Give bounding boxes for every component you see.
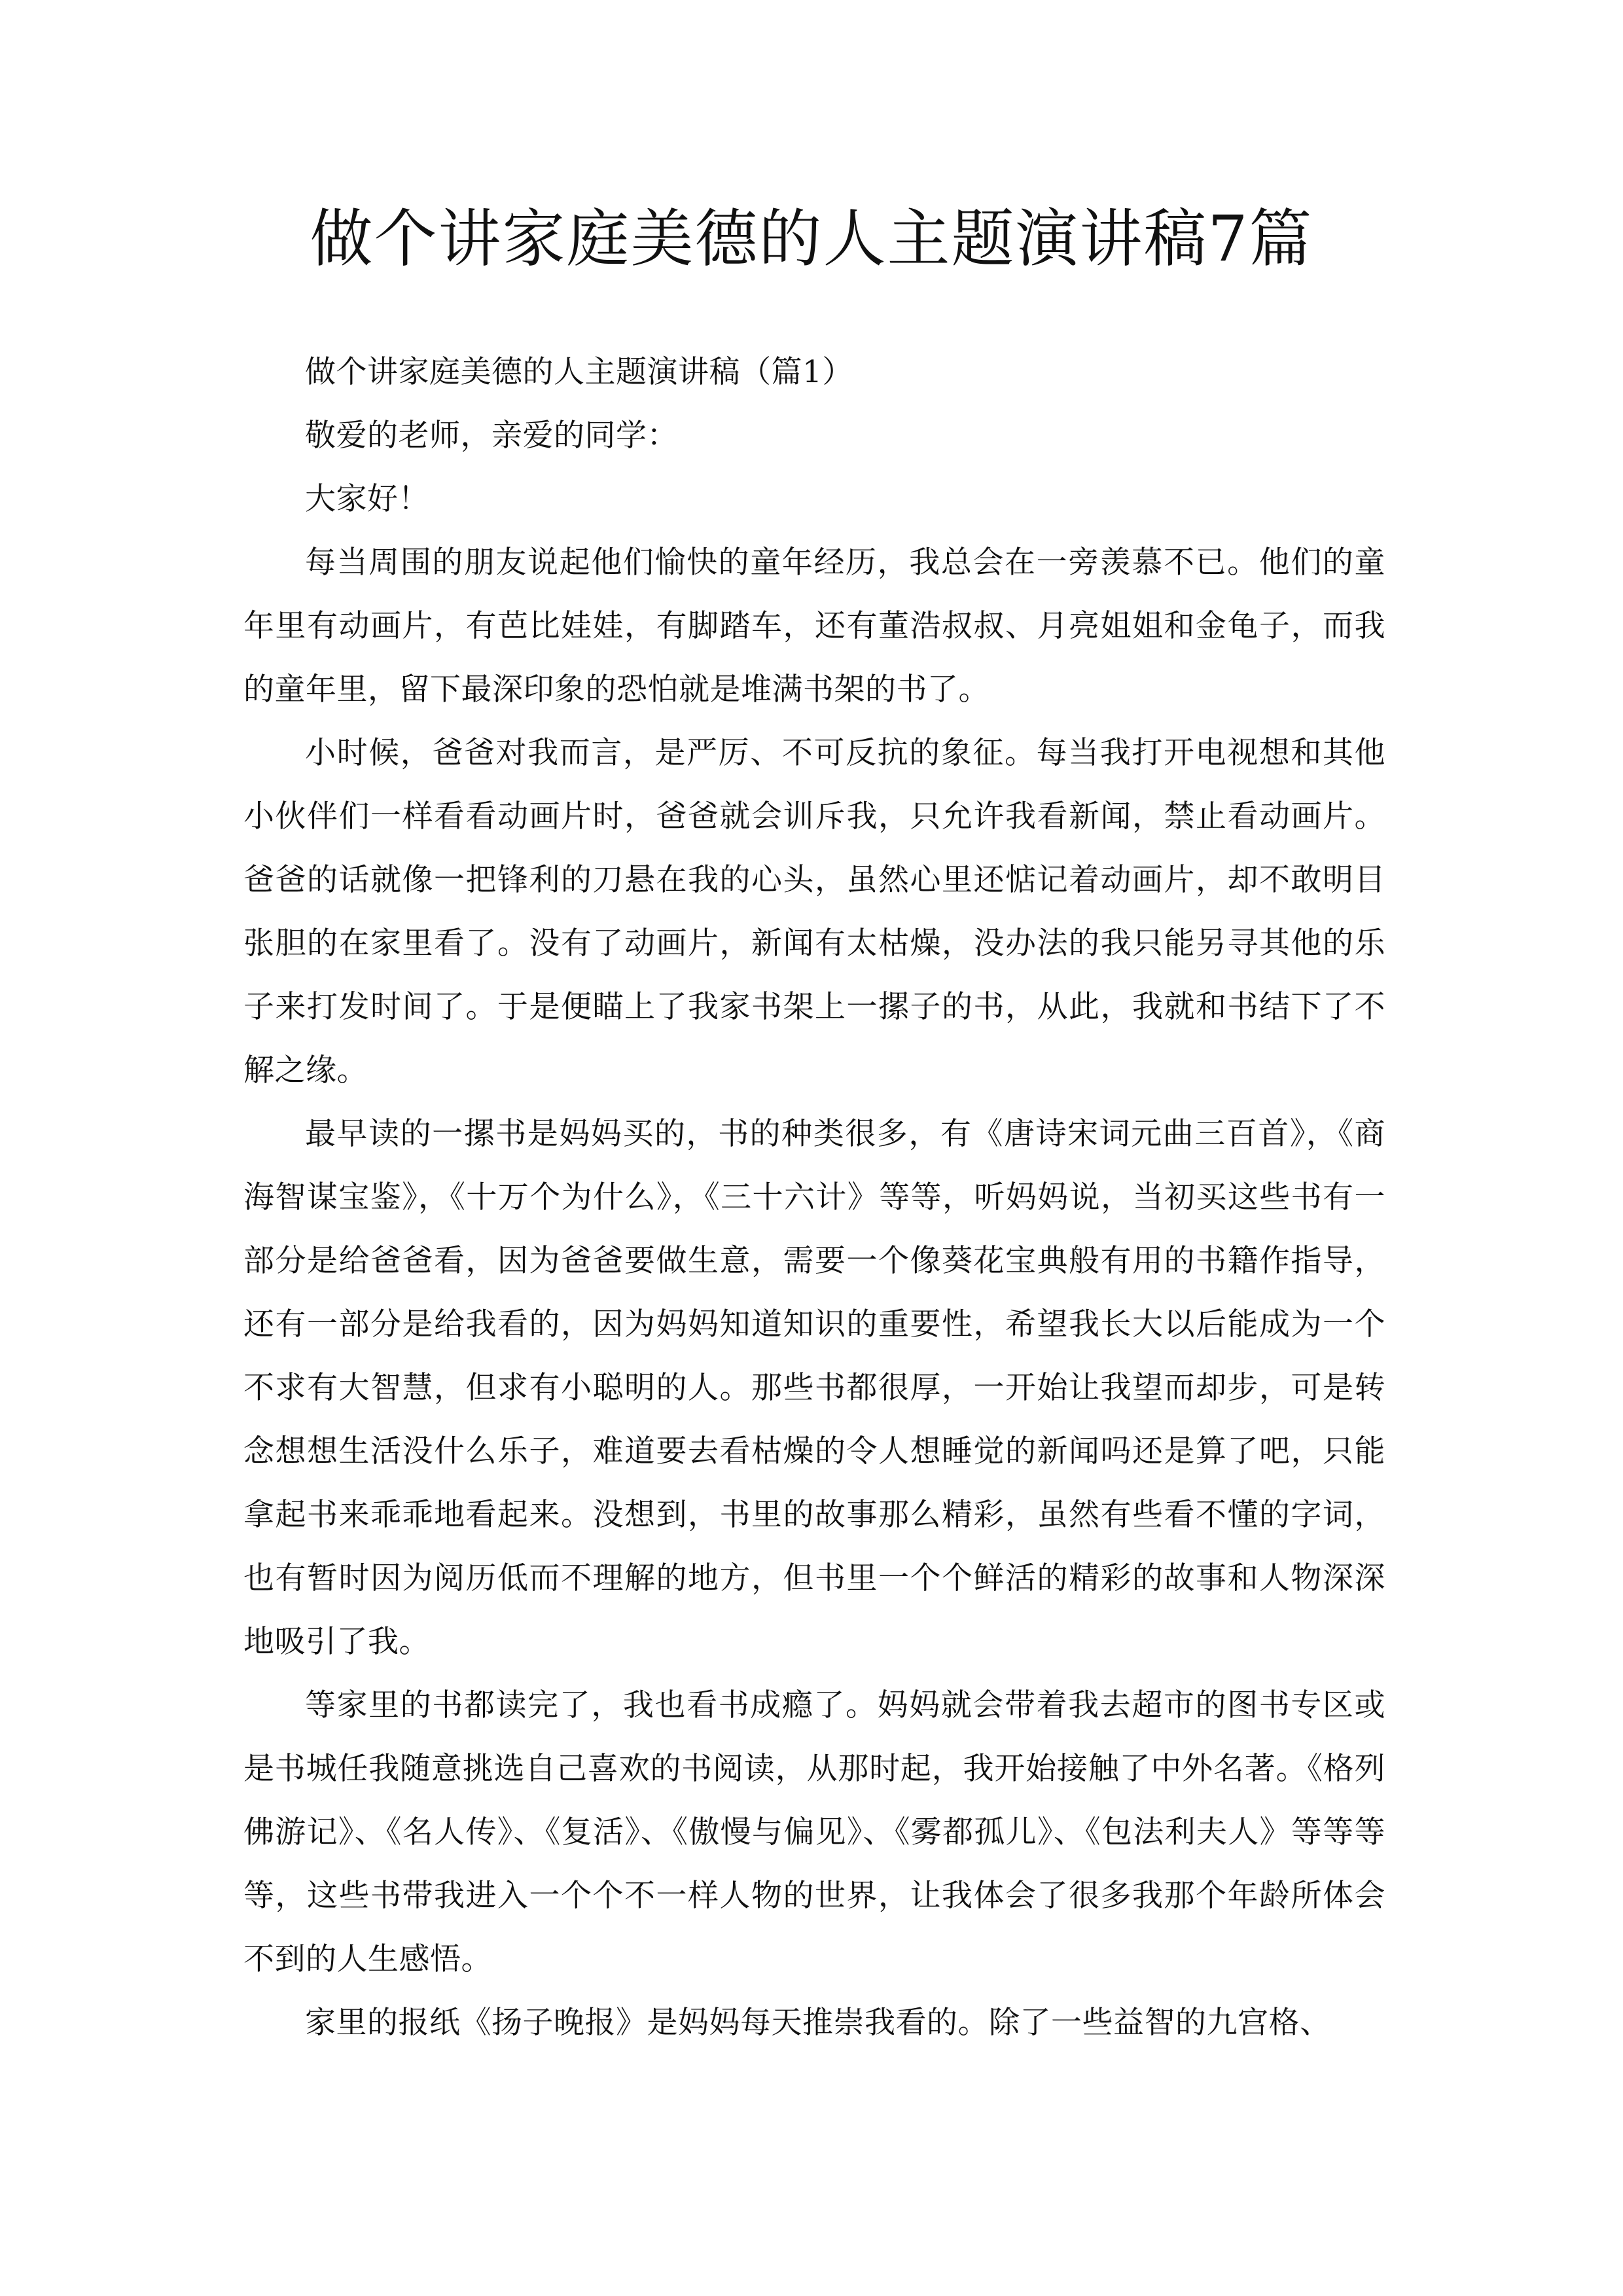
- paragraph: 等家里的书都读完了，我也看书成瘾了。妈妈就会带着我去超市的图书专区或是书城任我随意挑选自己喜欢的书阅读，从那时起，我开始接触了中外名著。《格列佛游记》、《名人传》、《复活》、《傲慢与偏见》、《雾都孤儿》、《包法利夫人》等等等等，这些书带我进入一个个不一样人物的世界，让我体会了很多我那个年龄所体会不到的人生感悟。: [243, 1687, 1385, 1977]
- salutation: 敬爱的老师，亲爱的同学：: [305, 418, 678, 454]
- paragraph: 小时候，爸爸对我而言，是严厉、不可反抗的象征。每当我打开电视想和其他小伙伴们一样看看动画片时，爸爸就会训斥我，只允许我看新闻，禁止看动画片。爸爸的话就像一把锋利的刀悬在我的心头，虽然心里还惦记着动画片，却不敢明目张胆的在家里看了。没有了动画片，新闻有太枯燥，没办法的我只能另寻其他的乐子来打发时间了。于是便瞄上了我家书架上一摞子的书，从此，我就和书结下了不解之缘。: [243, 735, 1385, 1088]
- paragraph: 最早读的一摞书是妈妈买的，书的种类很多，有《唐诗宋词元曲三百首》，《商海智谋宝鉴》，《十万个为什么》，《三十六计》等等，听妈妈说，当初买这些书有一部分是给爸爸看，因为爸爸要做生意，需要一个像葵花宝典般有用的书籍作指导，还有一部分是给我看的，因为妈妈知道知识的重要性，希望我长大以后能成为一个不求有大智慧，但求有小聪明的人。那些书都很厚，一开始让我望而却步，可是转念想想生活没什么乐子，难道要去看枯燥的令人想睡觉的新闻吗还是算了吧，只能拿起书来乖乖地看起来。没想到，书里的故事那么精彩，虽然有些看不懂的字词，也有暂时因为阅历低而不理解的地方，但书里一个个鲜活的精彩的故事和人物深深地吸引了我。: [243, 1116, 1385, 1660]
- document-body: [243, 340, 1385, 2054]
- section-heading: 做个讲家庭美德的人主题演讲稿（篇1）: [305, 354, 853, 390]
- paragraph: 家里的报纸《扬子晚报》是妈妈每天推崇我看的。除了一些益智的九宫格、: [305, 2005, 1331, 2041]
- document-title: 做个讲家庭美德的人主题演讲稿7篇: [310, 202, 1313, 276]
- paragraph: 每当周围的朋友说起他们愉快的童年经历，我总会在一旁羡慕不已。他们的童年里有动画片，有芭比娃娃，有脚踏车，还有董浩叔叔、月亮姐姐和金龟子，而我的童年里，留下最深印象的恐怕就是堆满书架的书了。: [243, 545, 1385, 708]
- greeting: 大家好！: [305, 481, 429, 517]
